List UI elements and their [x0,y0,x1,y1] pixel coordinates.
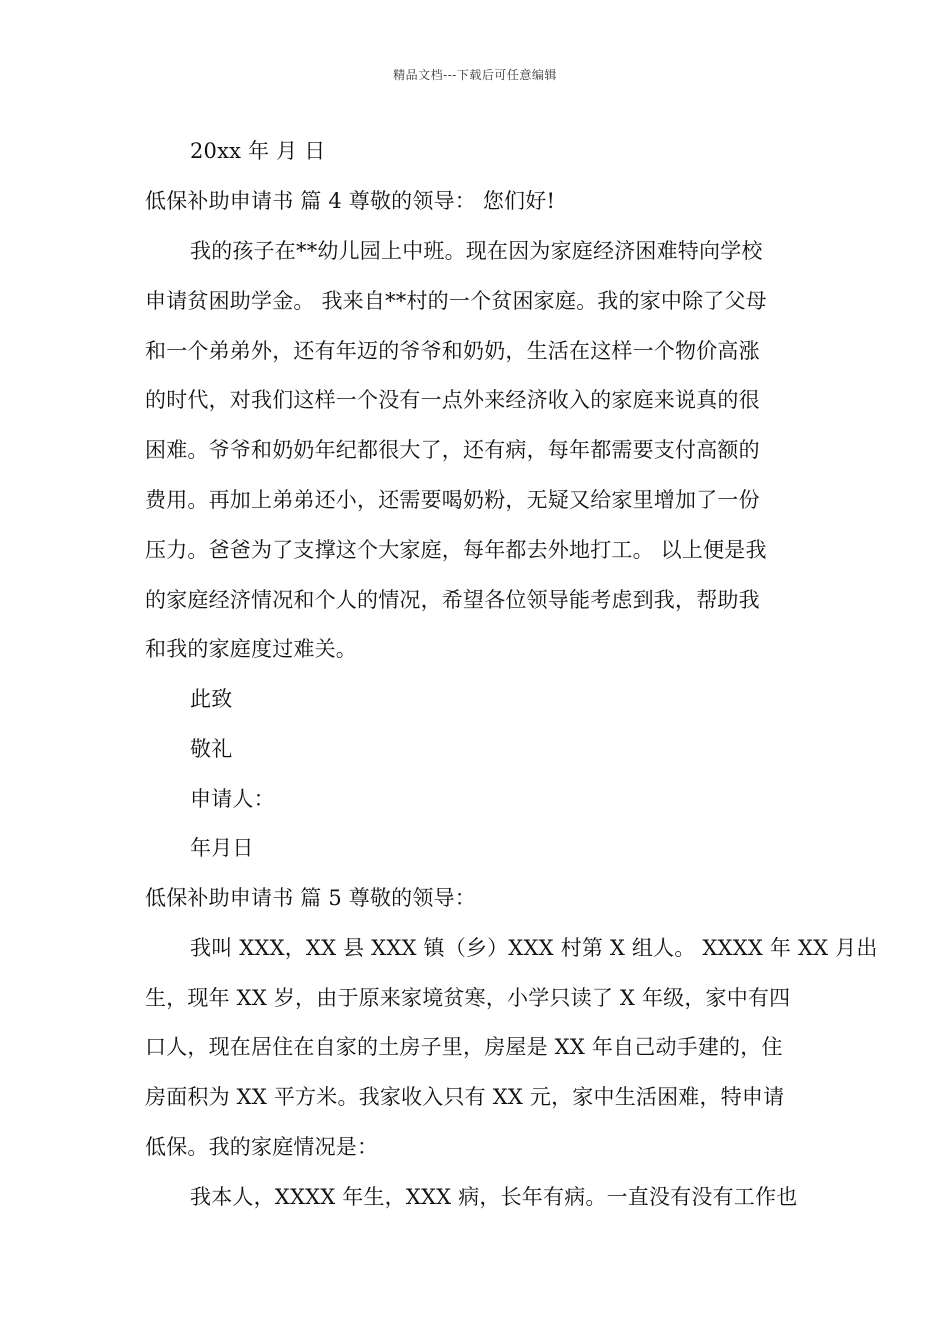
section-4-title: 低保补助申请书 篇 4 尊敬的领导： 您们好! [145,189,556,213]
applicant-label: 申请人： [190,787,275,811]
paragraph-line: 我叫 XXX，XX 县 XXX 镇（乡）XXX 村第 X 组人。 XXXX 年 XX 月出 [190,936,878,960]
date-line: 20xx 年 月 日 [190,139,326,163]
closing-line: 此致 [190,687,233,711]
paragraph-line: 我本人，XXXX 年生，XXX 病，长年有病。一直没有没有工作也 [190,1185,798,1209]
paragraph-line: 的时代，对我们这样一个没有一点外来经济收入的家庭来说真的很 [145,388,760,412]
paragraph-line: 房面积为 XX 平方米。我家收入只有 XX 元，家中生活困难，特申请 [145,1085,785,1109]
paragraph-line: 口人，现在居住在自家的土房子里，房屋是 XX 年自己动手建的，住 [145,1035,783,1059]
paragraph-line: 低保。我的家庭情况是： [145,1135,379,1159]
paragraph-line: 费用。再加上弟弟还小，还需要喝奶粉，无疑又给家里增加了一份 [145,488,760,512]
paragraph-line: 压力。爸爸为了支撑这个大家庭，每年都去外地打工。 以上便是我 [145,538,767,562]
section-5-title: 低保补助申请书 篇 5 尊敬的领导： [145,886,476,910]
paragraph-line: 和一个弟弟外，还有年迈的爷爷和奶奶，生活在这样一个物价高涨 [145,339,760,363]
page-header: 精品文档---下载后可任意编辑 [393,68,557,82]
paragraph-line: 困难。爷爷和奶奶年纪都很大了，还有病，每年都需要支付高额的 [145,438,760,462]
paragraph-line: 申请贫困助学金。 我来自**村的一个贫困家庭。我的家中除了父母 [145,289,767,313]
paragraph-line: 我的孩子在**幼儿园上中班。现在因为家庭经济困难特向学校 [190,239,763,263]
date-label: 年月日 [190,836,254,860]
paragraph-line: 的家庭经济情况和个人的情况，希望各位领导能考虑到我，帮助我 [145,588,760,612]
closing-line: 敬礼 [190,737,233,761]
paragraph-line: 生，现年 XX 岁，由于原来家境贫寒，小学只读了 X 年级，家中有四 [145,986,791,1010]
paragraph-line: 和我的家庭度过难关。 [145,637,357,661]
